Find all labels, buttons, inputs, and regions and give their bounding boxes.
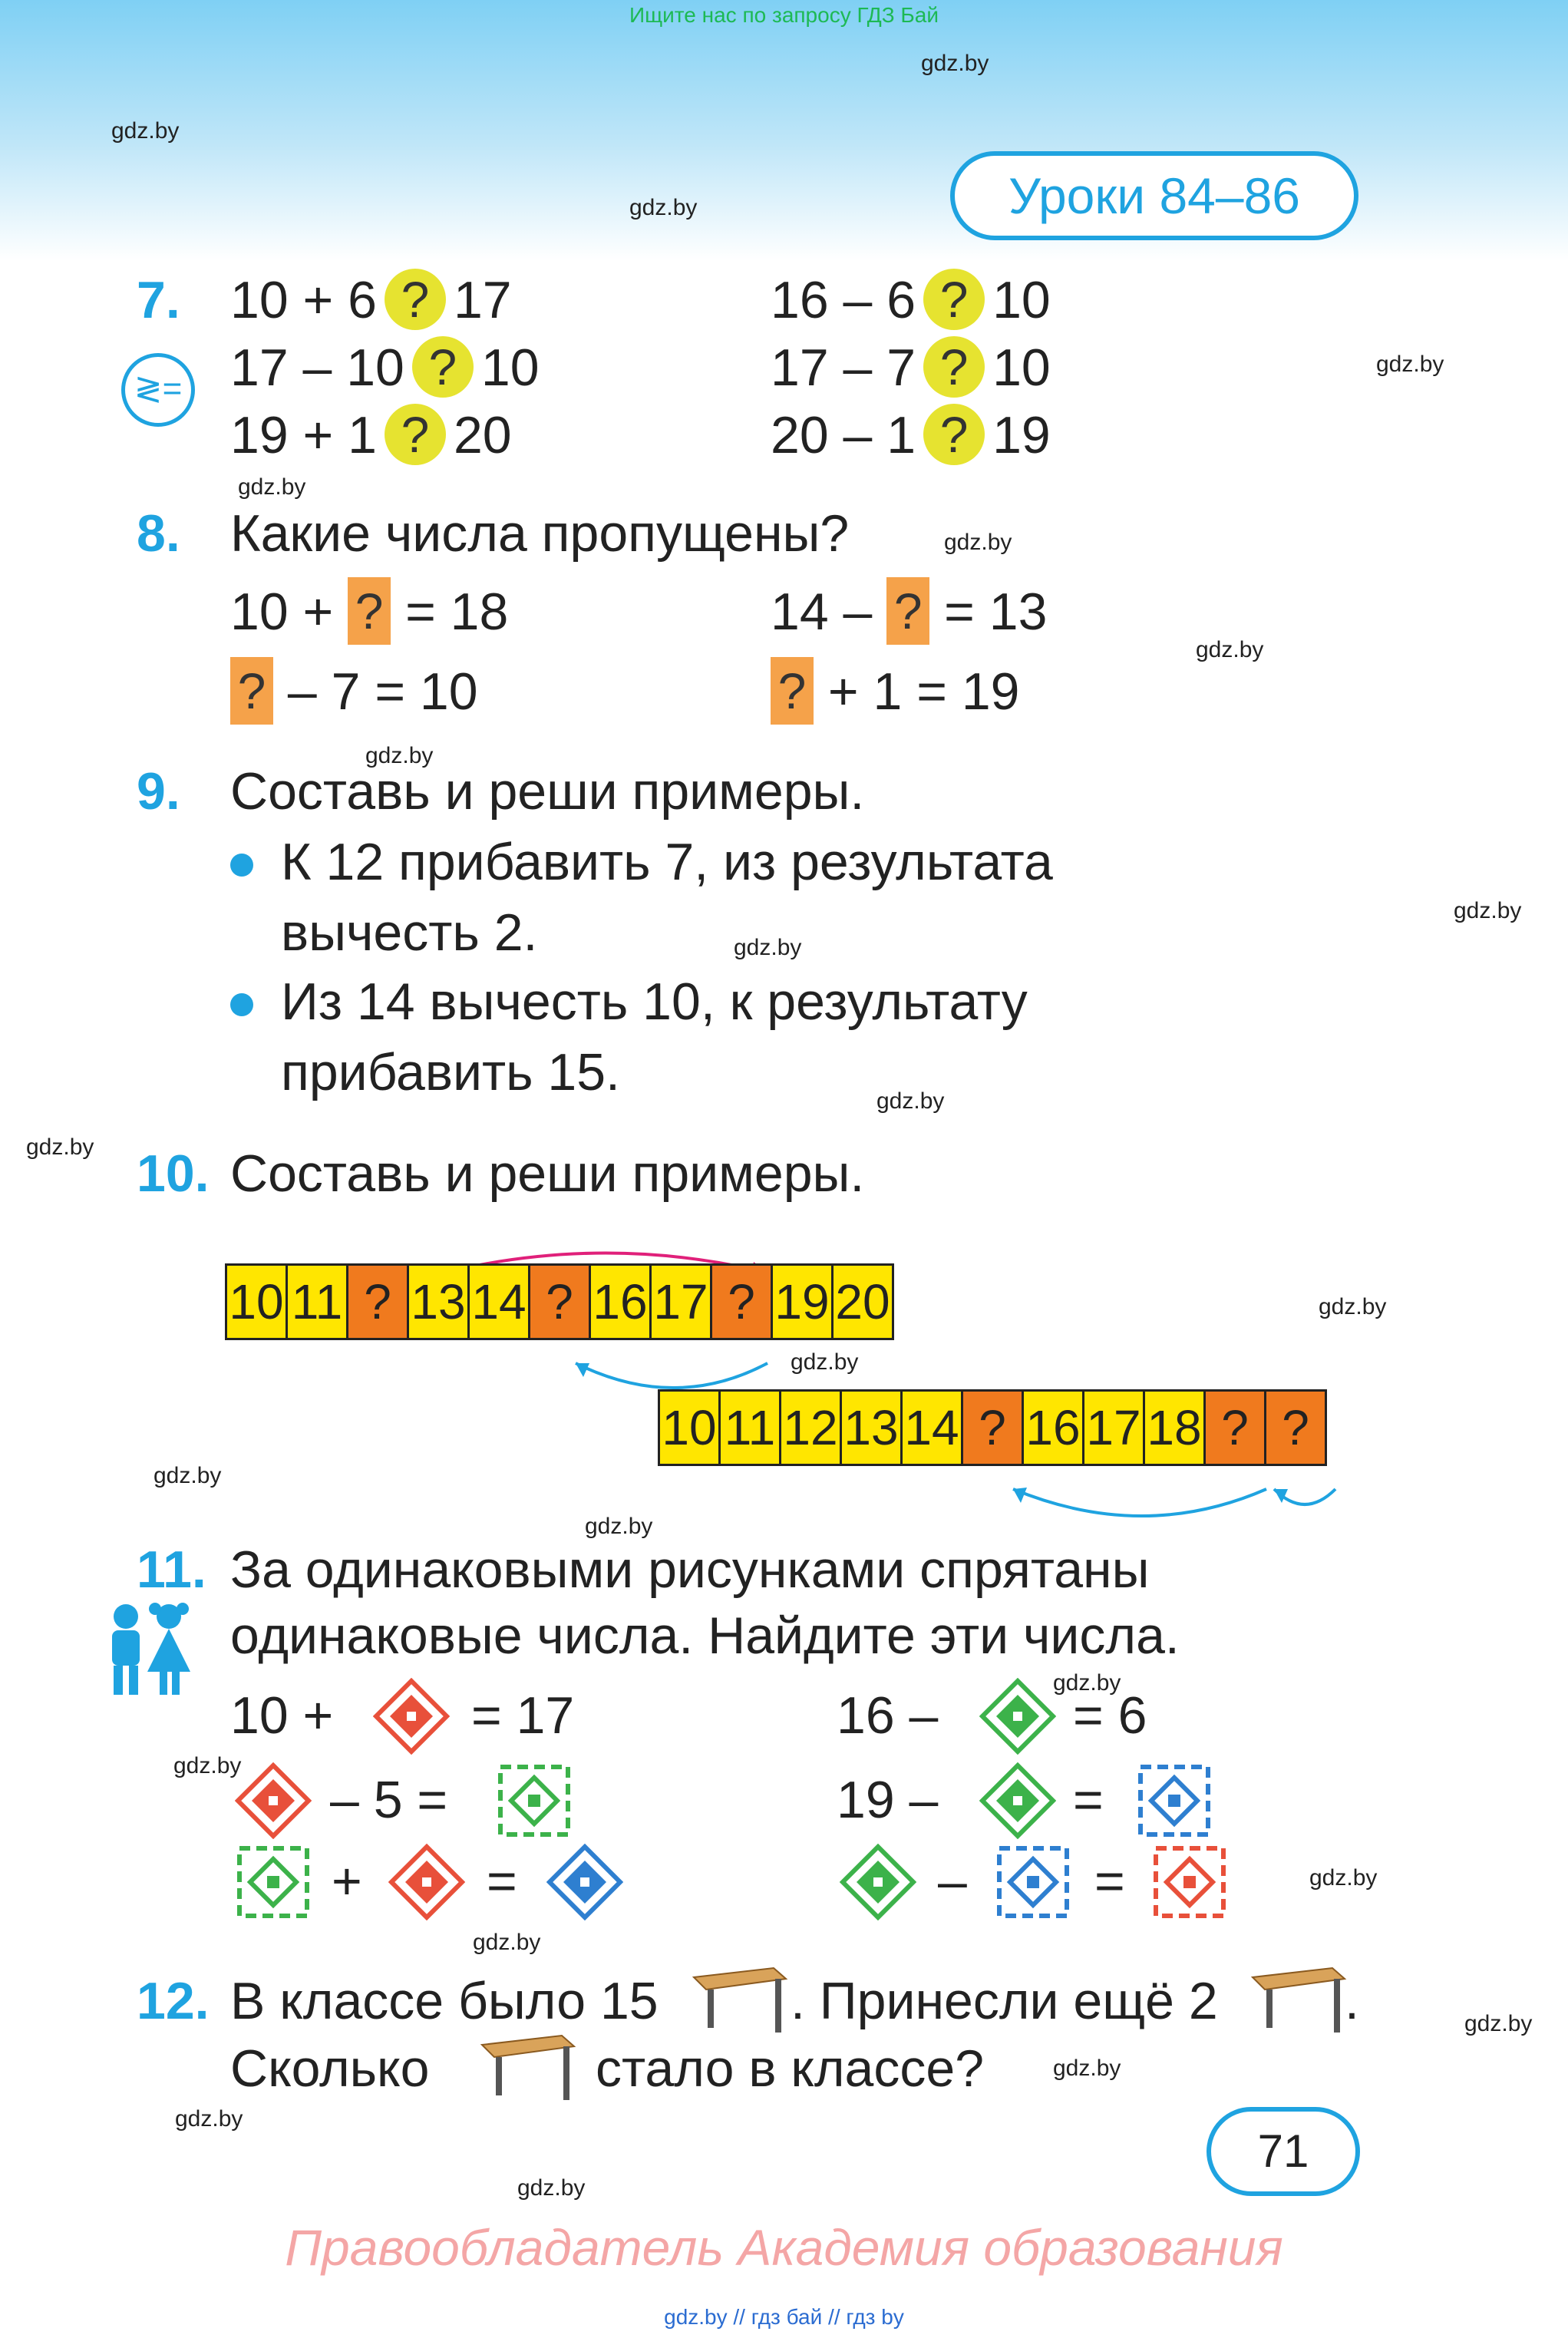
strip-cell-missing[interactable]: ? [710, 1263, 773, 1340]
arrow-blue-2 [1013, 1489, 1266, 1516]
arrow-blue-3-head [1274, 1489, 1288, 1503]
blue-ornament-icon [546, 1844, 623, 1920]
watermark: gdz.by [153, 1463, 222, 1488]
task-8-eq-1: 10 + ? = 18 [230, 582, 508, 649]
task-7-row-2-left: 17 – 10 ? 10 [230, 338, 540, 402]
question-circle[interactable]: ? [412, 336, 474, 398]
task-11-row-3-left-a: + [332, 1852, 362, 1910]
watermark: gdz.by [238, 474, 306, 500]
copyright-owner: Правообладатель Академия образования [285, 2219, 1283, 2276]
page-number: 71 [1207, 2107, 1360, 2196]
green-ornament-icon [840, 1844, 916, 1920]
comparison-icon: ≷= [121, 353, 195, 427]
watermark: gdz.by [1053, 2056, 1121, 2081]
strip-cell-missing[interactable]: ? [346, 1263, 409, 1340]
task-11-row-3-right-a: – [938, 1852, 967, 1910]
number-strip-2 [660, 1389, 1327, 1466]
task-11-title-line-1: За одинаковыми рисунками спрятаны [230, 1541, 1150, 1599]
watermark: gdz.by [921, 51, 989, 76]
task-10-title: Составь и реши примеры. [230, 1144, 865, 1203]
strip-cell-missing[interactable]: ? [528, 1263, 591, 1340]
top-note: Ищите нас по запросу ГДЗ Бай [629, 3, 939, 27]
watermark: gdz.by [944, 530, 1012, 555]
task-8-eq-4: ? + 1 = 19 [771, 662, 1019, 729]
strip-cell: 17 [1082, 1389, 1145, 1466]
question-circle[interactable]: ? [923, 269, 985, 330]
watermark: gdz.by [629, 195, 698, 220]
school-desk-icon [689, 1962, 789, 2039]
red-square-ornament-icon [1151, 1844, 1228, 1920]
strip-cell: 19 [771, 1263, 834, 1340]
strip-cell: 17 [649, 1263, 712, 1340]
task-11-row-3-left-b: = [487, 1852, 517, 1910]
task-11-row-1-right-b: = 6 [1073, 1686, 1147, 1745]
red-ornament-icon [235, 1762, 312, 1839]
task-11-row-1-left-a: 10 + [230, 1686, 334, 1745]
strip-cell: 14 [900, 1389, 963, 1466]
task-11-row-3-right-b: = [1094, 1852, 1125, 1910]
strip-cell: 10 [225, 1263, 288, 1340]
strip-cell: 18 [1143, 1389, 1206, 1466]
task-7-row-3-right: 20 – 1 ? 19 [771, 405, 1051, 470]
bullet [230, 854, 253, 877]
watermark: gdz.by [365, 743, 434, 768]
task-8-title: Какие числа пропущены? [230, 504, 850, 563]
task-9-bullet-2-line-2: прибавить 15. [281, 1043, 620, 1101]
task-8-number: 8. [137, 504, 180, 563]
watermark: gdz.by [473, 1930, 541, 1955]
red-ornament-icon [388, 1844, 465, 1920]
school-desk-icon [477, 2029, 577, 2106]
task-9-bullet-1-line-2: вычесть 2. [281, 903, 538, 962]
arrow-blue-1 [576, 1363, 767, 1388]
strip-cell: 12 [779, 1389, 842, 1466]
task-9-number: 9. [137, 762, 180, 821]
task-8-eq-3: ? – 7 = 10 [230, 662, 478, 729]
watermark: gdz.by [876, 1088, 945, 1114]
task-7-row-1-right: 16 – 6 ? 10 [771, 270, 1051, 335]
task-12-line-2-b: стало в классе? [596, 2039, 985, 2098]
lesson-badge: Уроки 84–86 [950, 151, 1358, 240]
strip-cell-missing[interactable]: ? [1264, 1389, 1327, 1466]
question-circle[interactable]: ? [923, 336, 985, 398]
task-10-number: 10. [137, 1144, 210, 1203]
strip-cell: 10 [658, 1389, 721, 1466]
bullet [230, 993, 253, 1016]
watermark: gdz.by [1464, 2011, 1533, 2036]
question-circle[interactable]: ? [385, 269, 446, 330]
red-ornament-icon [373, 1678, 450, 1755]
question-square[interactable]: ? [230, 657, 273, 725]
green-square-ornament-icon [235, 1844, 312, 1920]
watermark: gdz.by [734, 935, 802, 960]
strip-cell: 13 [407, 1263, 470, 1340]
strip-cell-missing[interactable]: ? [1203, 1389, 1266, 1466]
question-square[interactable]: ? [348, 577, 391, 645]
green-ornament-icon [979, 1678, 1056, 1755]
number-strip-arrows [0, 1213, 1568, 1535]
strip-cell: 13 [840, 1389, 903, 1466]
task-11-row-1-left-b: = 17 [471, 1686, 575, 1745]
school-desk-icon [1248, 1962, 1348, 2039]
watermark: gdz.by [175, 2106, 243, 2132]
task-12-line-2-a: Сколько [230, 2039, 430, 2098]
watermark: gdz.by [1319, 1294, 1387, 1319]
watermark: gdz.by [585, 1514, 653, 1539]
task-7-row-2-right: 17 – 7 ? 10 [771, 338, 1051, 402]
strip-cell: 14 [467, 1263, 530, 1340]
task-8-eq-2: 14 – ? = 13 [771, 582, 1047, 649]
task-11-row-2-left-a: – 5 = [330, 1771, 448, 1829]
green-ornament-icon [979, 1762, 1056, 1839]
number-strip-1 [227, 1263, 894, 1340]
watermark: gdz.by [1309, 1865, 1378, 1891]
strip-cell: 11 [718, 1389, 781, 1466]
task-7-row-3-left: 19 + 1 ? 20 [230, 405, 512, 470]
task-11-row-1-right-a: 16 – [837, 1686, 939, 1745]
strip-cell: 20 [831, 1263, 894, 1340]
blue-square-ornament-icon [1136, 1762, 1213, 1839]
blue-square-ornament-icon [995, 1844, 1071, 1920]
strip-cell: 16 [589, 1263, 652, 1340]
question-square[interactable]: ? [771, 657, 814, 725]
task-12-line-1-a: В классе было 15 [230, 1972, 659, 2030]
task-12-line-1-c: . [1345, 1972, 1359, 2030]
watermark: gdz.by [517, 2175, 586, 2201]
task-11-number: 11. [137, 1541, 206, 1599]
kids-icon [98, 1601, 195, 1696]
task-12-number: 12. [137, 1972, 210, 2030]
question-circle[interactable]: ? [923, 404, 985, 465]
task-11-title-line-2: одинаковые числа. Найдите эти числа. [230, 1607, 1180, 1665]
task-9-bullet-1-line-1: К 12 прибавить 7, из результата [281, 833, 1053, 891]
watermark: gdz.by [791, 1349, 859, 1375]
watermark: gdz.by [26, 1134, 94, 1160]
watermark: gdz.by [111, 118, 180, 144]
watermark: gdz.by [1053, 1670, 1121, 1696]
watermark: gdz.by [173, 1753, 242, 1778]
question-circle[interactable]: ? [385, 404, 446, 465]
green-square-ornament-icon [496, 1762, 573, 1839]
strip-cell-missing[interactable]: ? [961, 1389, 1024, 1466]
task-9-bullet-2-line-1: Из 14 вычесть 10, к результату [281, 973, 1028, 1031]
question-square[interactable]: ? [886, 577, 929, 645]
footer-links[interactable]: gdz.by // гдз бай // гдз by [664, 2305, 904, 2329]
watermark: gdz.by [1454, 898, 1522, 923]
task-12-line-1-b: . Принесли ещё 2 [791, 1972, 1218, 2030]
task-7-row-1-left: 10 + 6 ? 17 [230, 270, 512, 335]
task-11-row-2-right-b: = [1073, 1771, 1104, 1829]
watermark: gdz.by [1196, 637, 1264, 662]
task-7-number: 7. [137, 271, 180, 329]
task-9-title: Составь и реши примеры. [230, 762, 865, 821]
strip-cell: 11 [286, 1263, 348, 1340]
strip-cell: 16 [1022, 1389, 1084, 1466]
watermark: gdz.by [1376, 352, 1444, 377]
task-11-row-2-right-a: 19 – [837, 1771, 939, 1829]
